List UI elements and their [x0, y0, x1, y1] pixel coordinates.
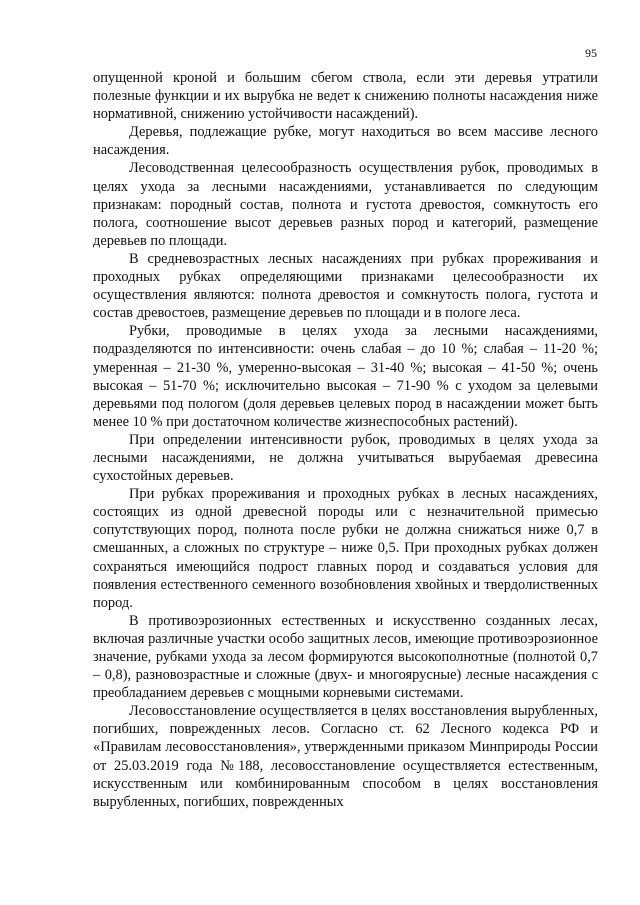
paragraph-dead-wood: При определении интенсивности рубок, проводимых в целях ухода за лесными насаждениями, не должна учитываться вырубаемая древесина сухостойных деревьев. — [93, 431, 598, 485]
paragraph-trees-to-cut: Деревья, подлежащие рубке, могут находиться во всем массиве лесного насаждения. — [93, 124, 598, 159]
page-number: 95 — [585, 46, 597, 60]
paragraph-cutting-intensity: Рубки, проводимые в целях ухода за лесными насаждениями, подразделяются по интенсивности: очень слабая – до 10 %; слабая – 11-20 %; умеренная – 21-30 %, умеренно-высокая – 31-40 %; высокая – 41-50 %; очень высокая – 51-70 %; исключительно высокая – 71-90 % с уходом за целевыми деревьями под пологом (доля деревьев целевых пород в насаждении может быть менее 10 % при достаточном количестве жизнеспособных растений). — [93, 323, 598, 430]
paragraph-silvicultural-expediency: Лесоводственная целесообразность осуществления рубок, проводимых в целях ухода за лесными насаждениями, устанавливается по следующим признакам: породный состав, полнота и густота древостоя, сомкнутость его полога, соотношение высот деревьев разных пород и категорий, размещение деревьев по площади. — [93, 160, 598, 249]
paragraph-middle-aged-stands: В средневозрастных лесных насаждениях при рубках прореживания и проходных рубках определяющими признаками целесообразности их осуществления являются: полнота древостоя и сомкнутость полога, густота и состав древостоев, размещение деревьев по площади и в пологе леса. — [93, 250, 598, 322]
paragraph-continuation: опущенной кроной и большим сбегом ствола, если эти деревья утратили полезные функции и их вырубка не ведет к снижению полноты насаждения ниже нормативной, снижению устойчивости насаждений). — [93, 70, 598, 123]
paragraph-thinning-density: При рубках прореживания и проходных рубках в лесных насаждениях, состоящих из одной древесной породы или с незначительной примесью сопутствующих пород, полнота после рубки не должна снижаться ниже 0,7 в смешанных, а сложных по структуре – ниже 0,5. При проходных рубках должен сохраняться имеющийся подрост главных пород и создаваться условия для появления естественного семенного возобновления хвойных и твердолиственных пород. — [93, 486, 598, 611]
paragraph-reforestation: Лесовосстановление осуществляется в целях восстановления вырубленных, погибших, поврежденных лесов. Согласно ст. 62 Лесного кодекса РФ и «Правилам лесовосстановления», утвержденными приказом Минприроды России от 25.03.2019 года №188, лесовосстановление осуществляется естественным, искусственным или комбинированным способом в целях восстановления вырубленных, погибших, поврежденных — [93, 703, 598, 810]
paragraph-anti-erosion-forests: В противоэрозионных естественных и искусственно созданных лесах, включая различные участки особо защитных лесов, имеющие противоэрозионное значение, рубками ухода за лесом формируются высокополнотные (полнотой 0,7 – 0,8), разновозрастные и сложные (двух- и многоярусные) лесные насаждения с преобладанием деревьев с мощными корневыми системами. — [93, 612, 598, 702]
body-text — [93, 69, 598, 811]
